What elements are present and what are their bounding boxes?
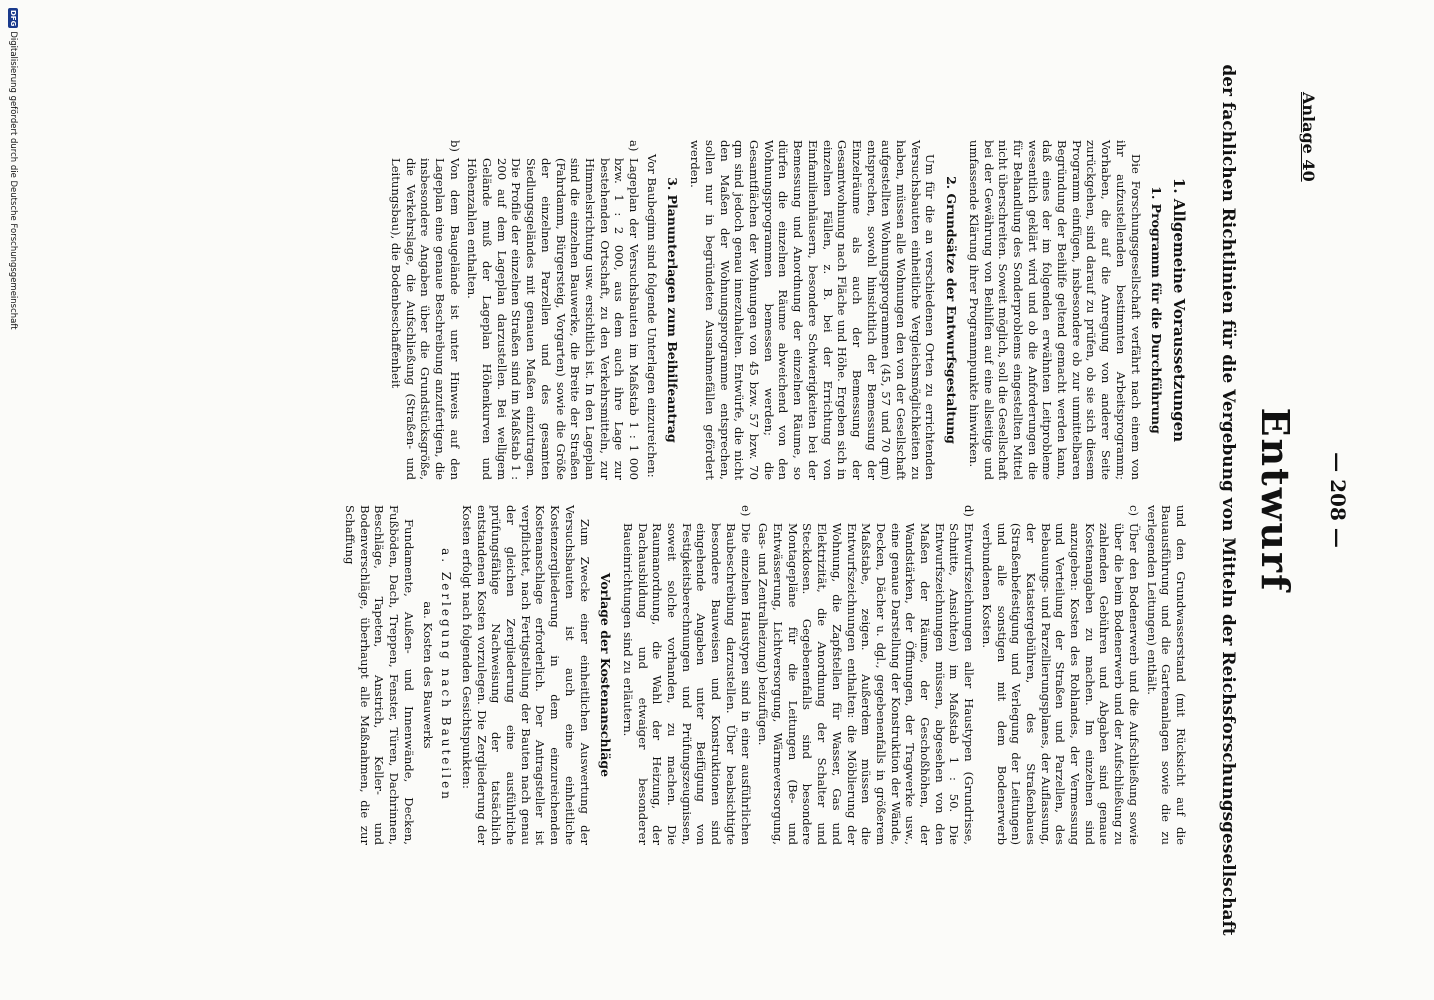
paragraph-continuation: und den Grundwasserstand (mit Rücksicht auf die Bauausführung und die Gartenanlagen sowie die zu verlegenden Leitungen) enthält. [1144, 505, 1188, 845]
list-marker: c) [1126, 505, 1141, 517]
subsection-heading-building-costs: aa. Kosten des Bauwerks [420, 601, 435, 749]
list-marker: a) [627, 140, 642, 152]
list-item-text: Über den Bodenerwerb und die Aufschließung sowie über die beim Bodenerwerb und der Aufschließung zu zahlenden Gebühren und Abgaben sind genaue Kostenangaben zu machen. Im einzelnen sind anzugeben: Kosten des Rohlandes, der Vermessung und Verteilung der Straßen und Parzellen, des Bebauungs- und Parzellierungsplanes, der Auflassung, der Katastergebühren, des Straßenbaues (Straßenbefestigung und Verlegung der Leitungen) und alle sonstigen mit dem Bodenerwerb verbundenen Kosten. [979, 523, 1141, 845]
paragraph-principles: Um für die an verschiedenen Orten zu errichtenden Versuchsbauten einheitliche Vergleichsmöglichkeiten zu haben, müssen alle Wohnungen den von der Gesellschaft aufgestellten Wohnungsprogrammen (45, 57 und 70 qm) entsprechen, sowohl hinsichtlich der Bemessung der Einzelräume als auch der Bemessung der Gesamtwohnung nach Fläche und Höhe. Ergeben sich in einzelnen Fällen, z. B. bei der Errichtung von Einfamilienhäusern, besondere Schwierigkeiten bei der Bemessung und Anordnung der einzelnen Räume, so dürfen die einzelnen Räume abweichend von den Wohnungsprogrammen bemessen werden; die Gesamtflächen der Wohnungen von 45 bzw. 57 bzw. 70 qm sind jedoch genau innezuhalten. Entwürfe, die nicht den Maßen der Wohnungsprogramme entsprechen, sollen nur in begründeten Ausnahmefällen gefördert werden. [688, 140, 938, 480]
page-number: — 208 — [1326, 452, 1350, 548]
subsection-heading-program: 1. Programm für die Durchführung [1149, 186, 1165, 434]
subsection-heading-principles: 2. Grundsätze der Entwurfsgestaltung [944, 176, 960, 444]
list-item-text: Von dem Baugelände ist unter Hinweis auf den Lageplan eine genaue Beschreibung anzufertigen, die insbesondere Angaben über die Grundstücksgröße, die Verkehrslage, die Aufschließung (Straßen- und Leitungsbau), die Bodenbeschaffenheit [388, 158, 462, 480]
paragraph-plans-intro: Vor Baubeginn sind folgende Unterlagen einzureichen: [644, 154, 659, 478]
text-column-left [385, 140, 1188, 480]
subsection-heading-costs: Vorlage der Kostenanschläge [598, 572, 614, 778]
list-item [620, 505, 752, 845]
list-item [979, 505, 1141, 845]
list-marker: e) [738, 505, 753, 517]
list-marker: b) [447, 140, 462, 152]
paragraph-costs: Zum Zwecke einer einheitlichen Auswertung der Versuchsbauten ist auch eine einheitliche Kostenzergliederung in dem einzureichenden Kostenanschlage erforderlich. Der Antragsteller ist verpflichtet, nach Fertigstellung der Bauten nach genau der gleichen Zergliederung eine ausführliche prüfungsfähige Nachweisung der tatsächlich entstandenen Kosten vorzulegen. Die Zergliederung der Kosten erfolgt nach folgenden Gesichtspunkten: [459, 505, 592, 845]
document-subtitle: der fachlichen Richtlinien für die Vergebung von Mitteln der Reichsforschungsgesellschaft [1218, 64, 1238, 936]
paragraph-building-costs: Fundamente, Außen- und Innenwände, Decken, Fußböden, Dach, Treppen, Fenster, Türen, Dachrinnen, Beschläge, Tapeten, Anstrich, Keller- und Bodenverschläge, überhaupt alle Maßnahmen, die zur Schaffung [343, 505, 416, 845]
digitization-credit-text: Digitalisierung gefördert durch die Deutsche Forschungsgemeinschaft [8, 31, 18, 330]
dfg-logo: DFG [9, 10, 17, 27]
appendix-label: Anlage 40 [1299, 92, 1318, 182]
list-item-text: Die einzelnen Haustypen sind in einer ausführlichen Baubeschreibung darzustellen. Über beabsichtigte besondere Bauweisen und Konstruktionen sind eingehende Angaben unter Beifügung von Festigkeitsberechnungen und Prüfungszeugnissen, soweit solche vorhanden, zu machen. Die Raumanordnung, die Wahl der Heizung, der Dachausbildung und etwaiger besonderer Baueinrichtungen sind zu erläutern. [620, 523, 753, 845]
paragraph-program: Die Forschungsgesellschaft verfährt nach einem von ihr aufzustellenden bestimmten Arbeitsprogramm; Vorhaben, die auf die Anregung von anderer Seite zurückgehen, sind darauf zu prüfen, ob sie sich diesem Programm einfügen, insbesondere ob zur unmittelbaren Begründung der Beihilfe geltend gemacht werden kann, daß eines der im folgenden erwähnten Leitprobleme wesentlich geklärt wird und ob die Anforderungen die für Behandlung des Sonderproblems eingestellten Mittel nicht überschreiten. Soweit möglich, soll die Gesellschaft bei der Gewährung von Beihilfen auf eine allseitige und umfassende Klärung ihrer Programmpunkte hinwirken. [966, 140, 1143, 480]
subsection-heading-plans: 3. Planunterlagen zum Beihilfeantrag [665, 177, 681, 443]
list-item [465, 140, 641, 480]
section-heading-general: 1. Allgemeine Voraussetzungen [1170, 177, 1188, 443]
list-item [756, 505, 977, 845]
text-column-right [339, 505, 1188, 845]
digitization-credit [8, 8, 18, 330]
list-marker: d) [962, 505, 977, 517]
subsection-heading-breakdown: a. Zerlegung nach Bauteilen [439, 548, 454, 802]
list-item [388, 140, 462, 480]
list-item-text: Entwurfszeichnungen aller Haustypen (Grundrisse, Schnitte, Ansichten) im Maßstab 1 : 50. Die Entwurfszeichnungen müssen, abgesehen von den Maßen der Räume, der Geschoßhöhen, der Wandstärken, der Öffnungen, der Tragwerke usw., eine genaue Darstellung der Konstruktion der Wände, Decken, Dächer u. dgl., gegebenenfalls in größerem Maßstabe, zeigen. Außerdem müssen die Entwurfszeichnungen enthalten: die Möblierung der Wohnung, die Zapfstellen für Wasser, Gas und Elektrizität, die Anordnung der Schalter und Steckdosen. Gegebenenfalls sind besondere Montagepläne für die Leitungen (Be- und Entwässerung, Lichtversorgung, Wärmeversorgung, Gas- und Zentralheizung) beizufügen. [756, 523, 977, 845]
document-title: Entwurf [1253, 407, 1298, 593]
list-item-text: Lageplan der Versuchsbauten im Maßstab 1 : 1 000 bzw. 1 : 2 000, aus dem auch ihre Lage zur bestehenden Ortschaft, zu den Verkehrsmitteln, zur Himmelsrichtung usw. ersichtlich ist. In den Lageplan sind die einzelnen Bauwerke, die Breite der Straßen (Fahrdamm, Bürgersteig, Vorgarten) sowie die Größe der einzelnen Parzellen und des gesamten Siedlungsgeländes mit genauen Maßen einzutragen. Die Profile der einzelnen Straßen sind im Maßstab 1 : 200 auf dem Lageplan darzustellen. Bei welligem Gelände muß der Lageplan Höhenkurven und Höhenzahlen enthalten. [465, 158, 642, 480]
